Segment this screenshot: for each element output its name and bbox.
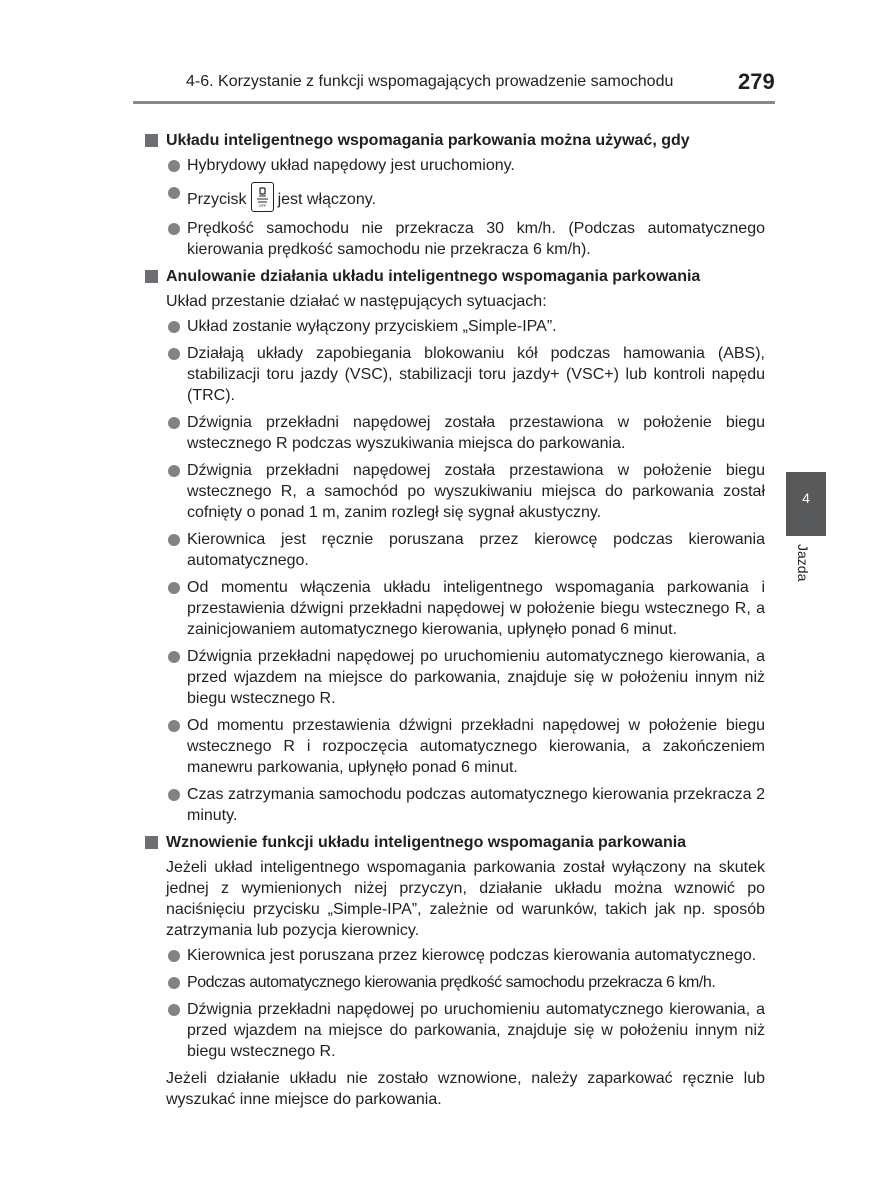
list-item-text: Działają układy zapobiegania blokowaniu kół podczas hamowania (ABS), stabilizacji toru jazdy (VSC), stabilizacji toru jazdy+ (VSC+) lub kontroli napędu (TRC). [187, 345, 765, 404]
simple-ipa-button-icon [251, 182, 274, 212]
bullet-icon [168, 321, 180, 333]
list-item-text: Hybrydowy układ napędowy jest uruchomiony. [187, 157, 515, 174]
bullet-icon [168, 977, 180, 989]
bullet-icon [168, 651, 180, 663]
chapter-label [788, 542, 824, 602]
bullet-list [145, 316, 765, 826]
section-intro: Jeżeli układ inteligentnego wspomagania parkowania został wyłączony na skutek jednej z wymienionych niżej przyczyn, działanie układu można wznowić po naciśnięciu przycisku „Simple-IPA”, zależnie od warunków, takich jak np. sposób zatrzymania lub pozycja kierownicy. [166, 859, 765, 939]
list-item [145, 784, 765, 826]
section-usage-conditions [145, 130, 765, 260]
section-heading [145, 266, 765, 287]
section-cancel-operation [145, 266, 765, 826]
list-item-text: Od momentu włączenia układu inteligentnego wspomagania parkowania i przestawienia dźwigni przekładni napędowej w położenie biegu wstecznego R, a zainicjowaniem automatycznego kierowania, upłynęło ponad 6 minut. [187, 579, 765, 638]
bullet-list [145, 155, 765, 260]
list-item [145, 999, 765, 1062]
bullet-icon [168, 417, 180, 429]
section-heading-text: Anulowanie działania układu inteligentnego wspomagania parkowania [166, 268, 701, 285]
bullet-list [145, 945, 765, 1062]
list-item [145, 155, 765, 176]
section-outro: Jeżeli działanie układu nie zostało wznowione, należy zaparkować ręcznie lub wyszukać inne miejsce do parkowania. [166, 1070, 765, 1108]
list-item-text: Kierownica jest ręcznie poruszana przez kierowcę podczas kierowania automatycznego. [187, 531, 765, 569]
bullet-icon [168, 582, 180, 594]
bullet-icon [168, 720, 180, 732]
list-item [145, 646, 765, 709]
list-item-text: Dźwignia przekładni napędowej po uruchomieniu automatycznego kierowania, a przed wjazdem na miejsce do parkowania, znajduje się w położeniu innym niż biegu wstecznego R. [187, 1001, 765, 1060]
page-number: 279 [738, 69, 775, 94]
chapter-tab [786, 472, 826, 536]
list-item [145, 945, 765, 966]
section-heading-text: Układu inteligentnego wspomagania parkowania można używać, gdy [166, 132, 690, 149]
list-item-text: Układ zostanie wyłączony przyciskiem „Simple-IPA”. [187, 318, 557, 335]
list-item [145, 460, 765, 523]
chapter-number: 4 [802, 490, 810, 506]
svg-text:OFF: OFF [258, 203, 267, 208]
section-intro: Układ przestanie działać w następujących sytuacjach: [166, 293, 547, 310]
list-item-text: Kierownica jest poruszana przez kierowcę podczas kierowania automatycznego. [187, 947, 757, 964]
section-square-icon [145, 134, 158, 147]
list-item [145, 412, 765, 454]
list-item-text: jest włączony. [277, 191, 376, 208]
list-item-text: Podczas automatycznego kierowania prędkość samochodu przekracza 6 km/h. [187, 974, 716, 991]
page-content [145, 130, 765, 1115]
list-item [145, 577, 765, 640]
list-item [145, 316, 765, 337]
chapter-label-text: Jazda [795, 544, 811, 582]
header-title: 4-6. Korzystanie z funkcji wspomagających prowadzenie samochodu [186, 73, 674, 90]
section-heading [145, 832, 765, 853]
bullet-icon [168, 1004, 180, 1016]
list-item-text: Dźwignia przekładni napędowej została przestawiona w położenie biegu wstecznego R, a samochód po wyszukiwaniu miejsca do parkowania został cofnięty o ponad 1 m, zanim rozległ się sygnał akustyczny. [187, 462, 765, 521]
list-item [145, 715, 765, 778]
list-item-text: Czas zatrzymania samochodu podczas automatycznego kierowania przekracza 2 minuty. [187, 786, 765, 824]
section-heading [145, 130, 765, 151]
list-item-text: Dźwignia przekładni napędowej po uruchomieniu automatycznego kierowania, a przed wjazdem na miejsce do parkowania, znajduje się w położeniu innym niż biegu wstecznego R. [187, 648, 765, 707]
bullet-icon [168, 187, 180, 199]
list-item [145, 182, 765, 212]
bullet-icon [168, 348, 180, 360]
section-square-icon [145, 836, 158, 849]
section-square-icon [145, 270, 158, 283]
bullet-icon [168, 950, 180, 962]
list-item [145, 343, 765, 406]
bullet-icon [168, 534, 180, 546]
list-item-text: Przycisk [187, 191, 247, 208]
header-rule [133, 101, 775, 104]
section-heading-text: Wznowienie funkcji układu inteligentnego wspomagania parkowania [166, 834, 687, 851]
list-item-text: Od momentu przestawienia dźwigni przekładni napędowej w położenie biegu wstecznego R i rozpoczęcia automatycznego kierowania, a zakończeniem manewru parkowania, upłynęło ponad 6 minut. [187, 717, 765, 776]
bullet-icon [168, 465, 180, 477]
bullet-icon [168, 789, 180, 801]
bullet-icon [168, 223, 180, 235]
list-item-text: Dźwignia przekładni napędowej została przestawiona w położenie biegu wstecznego R podczas wyszukiwania miejsca do parkowania. [187, 414, 765, 452]
list-item-text: Prędkość samochodu nie przekracza 30 km/h. (Podczas automatycznego kierowania prędkość samochodu nie przekracza 6 km/h). [187, 220, 765, 258]
bullet-icon [168, 160, 180, 172]
section-resume-function [145, 832, 765, 1110]
list-item [145, 529, 765, 571]
list-item [145, 972, 765, 993]
list-item [145, 218, 765, 260]
